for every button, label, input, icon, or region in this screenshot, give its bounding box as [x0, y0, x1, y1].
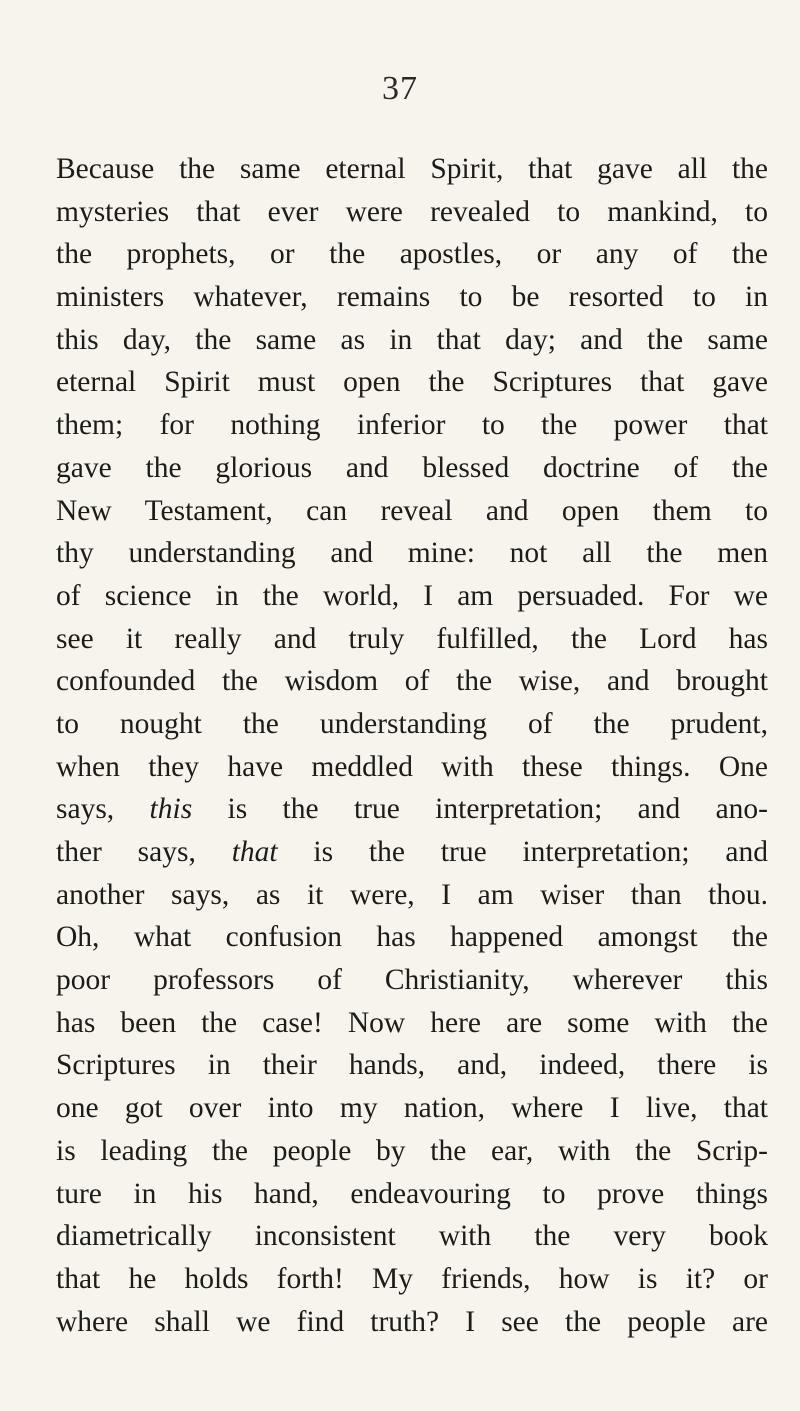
text-line-4: ministers whatever, remains to be resorted to in — [56, 281, 768, 314]
italic-word-this: this — [149, 793, 193, 826]
text-line-16-post: is the true interpretation; and ano- — [192, 793, 768, 826]
text-line-16-pre: says, — [56, 793, 150, 826]
text-line-1: Because the same eternal Spirit, that gave all the — [56, 153, 768, 185]
text-line-16 — [56, 788, 768, 831]
text-line-2: mysteries that ever were revealed to mankind, to — [56, 195, 768, 228]
text-line-13: confounded the wisdom of the wise, and brought — [56, 665, 768, 698]
text-line-23: one got over into my nation, where I live, that — [56, 1092, 768, 1125]
text-line-11: of science in the world, I am persuaded. For we — [56, 579, 768, 612]
text-line-17 — [56, 831, 768, 874]
text-line-20: poor professors of Christianity, wherever this — [56, 964, 768, 997]
text-line-7: them; for nothing inferior to the power that — [56, 409, 768, 442]
text-line-5: this day, the same as in that day; and the same — [56, 323, 768, 356]
text-line-12: see it really and truly fulfilled, the Lord has — [56, 622, 768, 655]
text-line-15: when they have meddled with these things. One — [56, 750, 768, 783]
text-line-9: New Testament, can reveal and open them to — [56, 494, 768, 527]
text-line-8: gave the glorious and blessed doctrine of the — [56, 451, 768, 484]
text-line-25: ture in his hand, endeavouring to prove things — [56, 1177, 768, 1210]
text-line-3: the prophets, or the apostles, or any of the — [56, 238, 768, 271]
text-line-14: to nought the understanding of the prudent, — [56, 707, 768, 740]
text-line-18: another says, as it were, I am wiser than thou. — [56, 878, 768, 911]
text-line-6: eternal Spirit must open the Scriptures that gave — [56, 366, 768, 399]
page-number: 37 — [382, 70, 418, 107]
italic-word-that: that — [231, 836, 278, 868]
text-line-17-pre: ther says, — [56, 836, 232, 868]
text-line-17-post: is the true interpretation; and — [277, 836, 769, 868]
text-line-10: thy understanding and mine: not all the men — [56, 537, 768, 570]
text-line-21: has been the case! Now here are some with the — [56, 1006, 768, 1039]
body-text — [56, 148, 768, 1343]
text-line-28: where shall we find truth? I see the people are — [56, 1305, 768, 1338]
text-line-22: Scriptures in their hands, and, indeed, there is — [56, 1049, 768, 1082]
text-line-24: is leading the people by the ear, with the Scrip- — [56, 1134, 768, 1167]
text-line-26: diametrically inconsistent with the very book — [56, 1220, 768, 1253]
text-line-19: Oh, what confusion has happened amongst the — [56, 921, 768, 954]
text-line-27: that he holds forth! My friends, how is it? or — [56, 1262, 768, 1295]
